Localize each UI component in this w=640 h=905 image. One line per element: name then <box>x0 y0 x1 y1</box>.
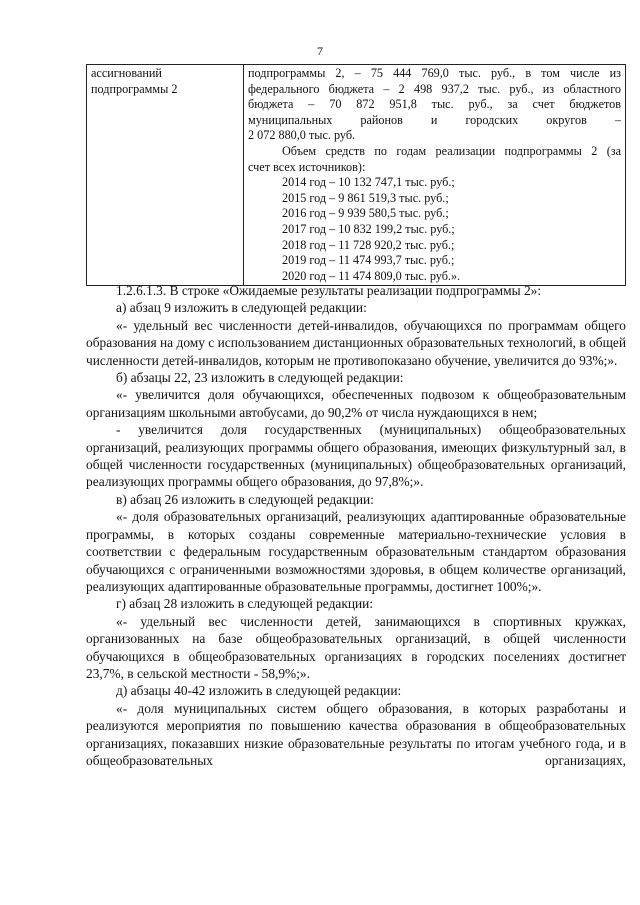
left-line: подпрограммы 2 <box>91 81 178 96</box>
right-line: бюджета – 70 872 951,8 тыс. руб., за счет бюджетов <box>248 97 621 112</box>
year-line: 2019 год – 11 474 993,7 тыс. руб.; <box>282 253 455 268</box>
assignments-table <box>86 64 626 286</box>
year-line: 2017 год – 10 832 199,2 тыс. руб.; <box>282 221 455 236</box>
item-heading: д) абзацы 40-42 изложить в следующей редакции: <box>116 683 402 699</box>
item-heading: а) абзац 9 изложить в следующей редакции: <box>116 300 367 316</box>
paragraph: «- доля образовательных организаций, реализующих адаптированные образовательные программы, в которых созданы современные материально-технические условия в соответствии с федеральным государственным образовательным стандартом образования обучающихся с ограниченными возможностями здоровья, в общем количестве организаций, реализующих адаптированные образовательные программы, достигнет 100%;». <box>86 509 626 594</box>
table-right-cell <box>244 65 626 286</box>
section-heading: 1.2.6.1.3. В строке «Ожидаемые результаты реализации подпрограммы 2»: <box>116 283 542 298</box>
paragraph: «- удельный вес численности детей-инвалидов, обучающихся по программам общего образования на дому с использованием дистанционных образовательных технологий, в общей численности детей-инвалидов, которым не противопоказано обучение, увеличится до 93%;». <box>86 317 626 368</box>
right-line: федерального бюджета – 2 498 937,2 тыс. руб., из областного <box>248 81 621 96</box>
volume-line: Объем средств по годам реализации подпрограммы 2 (за <box>282 143 621 158</box>
table-left-cell <box>87 65 244 286</box>
volume-line: счет всех источников): <box>248 159 366 174</box>
right-line: 2 072 880,0 тыс. руб. <box>248 128 356 143</box>
paragraph: «- доля муниципальных систем общего образования, в которых разработаны и реализуются мероприятия по повышению качества образования в общеобразовательных организациях, показавших низкие образовательные результаты по итогам учебного года, и в общеобразовательных организациях, <box>86 700 626 768</box>
paragraph: «- удельный вес численности детей, занимающихся в спортивных кружках, организованных на базе общеобразовательных организаций, в общей численности обучающихся в общеобразовательных организациях в городских поселениях достигнет 23,7%, в сельской местности - 58,9%;». <box>86 613 626 681</box>
page-number: 7 <box>317 44 323 58</box>
year-line: 2018 год – 11 728 920,2 тыс. руб.; <box>282 237 455 252</box>
year-line: 2020 год – 11 474 809,0 тыс. руб.». <box>282 268 461 283</box>
document-body <box>86 282 626 769</box>
item-heading: г) абзац 28 изложить в следующей редакции: <box>116 596 374 612</box>
item-heading: в) абзац 26 изложить в следующей редакции: <box>116 491 374 507</box>
paragraph: - увеличится доля государственных (муниципальных) общеобразовательных организаций, реализующих программы общего образования, имеющих физкультурный зал, в общей численности государственных (муниципальных) общеобразовательных организаций, реализующих программы общего образования, до 97,8%;». <box>86 422 626 490</box>
item-heading: б) абзацы 22, 23 изложить в следующей редакции: <box>116 370 404 386</box>
year-line: 2016 год – 9 939 580,5 тыс. руб.; <box>282 206 449 221</box>
paragraph: «- увеличится доля обучающихся, обеспеченных подвозом к общеобразовательным организациям школьными автобусами, до 90,2% от числа нуждающихся в нем; <box>86 387 626 420</box>
year-line: 2014 год – 10 132 747,1 тыс. руб.; <box>282 175 455 190</box>
year-line: 2015 год – 9 861 519,3 тыс. руб.; <box>282 190 449 205</box>
right-line: подпрограммы 2, – 75 444 769,0 тыс. руб., в том числе из <box>248 66 621 80</box>
left-line: ассигнований <box>91 66 162 80</box>
right-line: муниципальных районов и городских округов – <box>248 112 621 127</box>
